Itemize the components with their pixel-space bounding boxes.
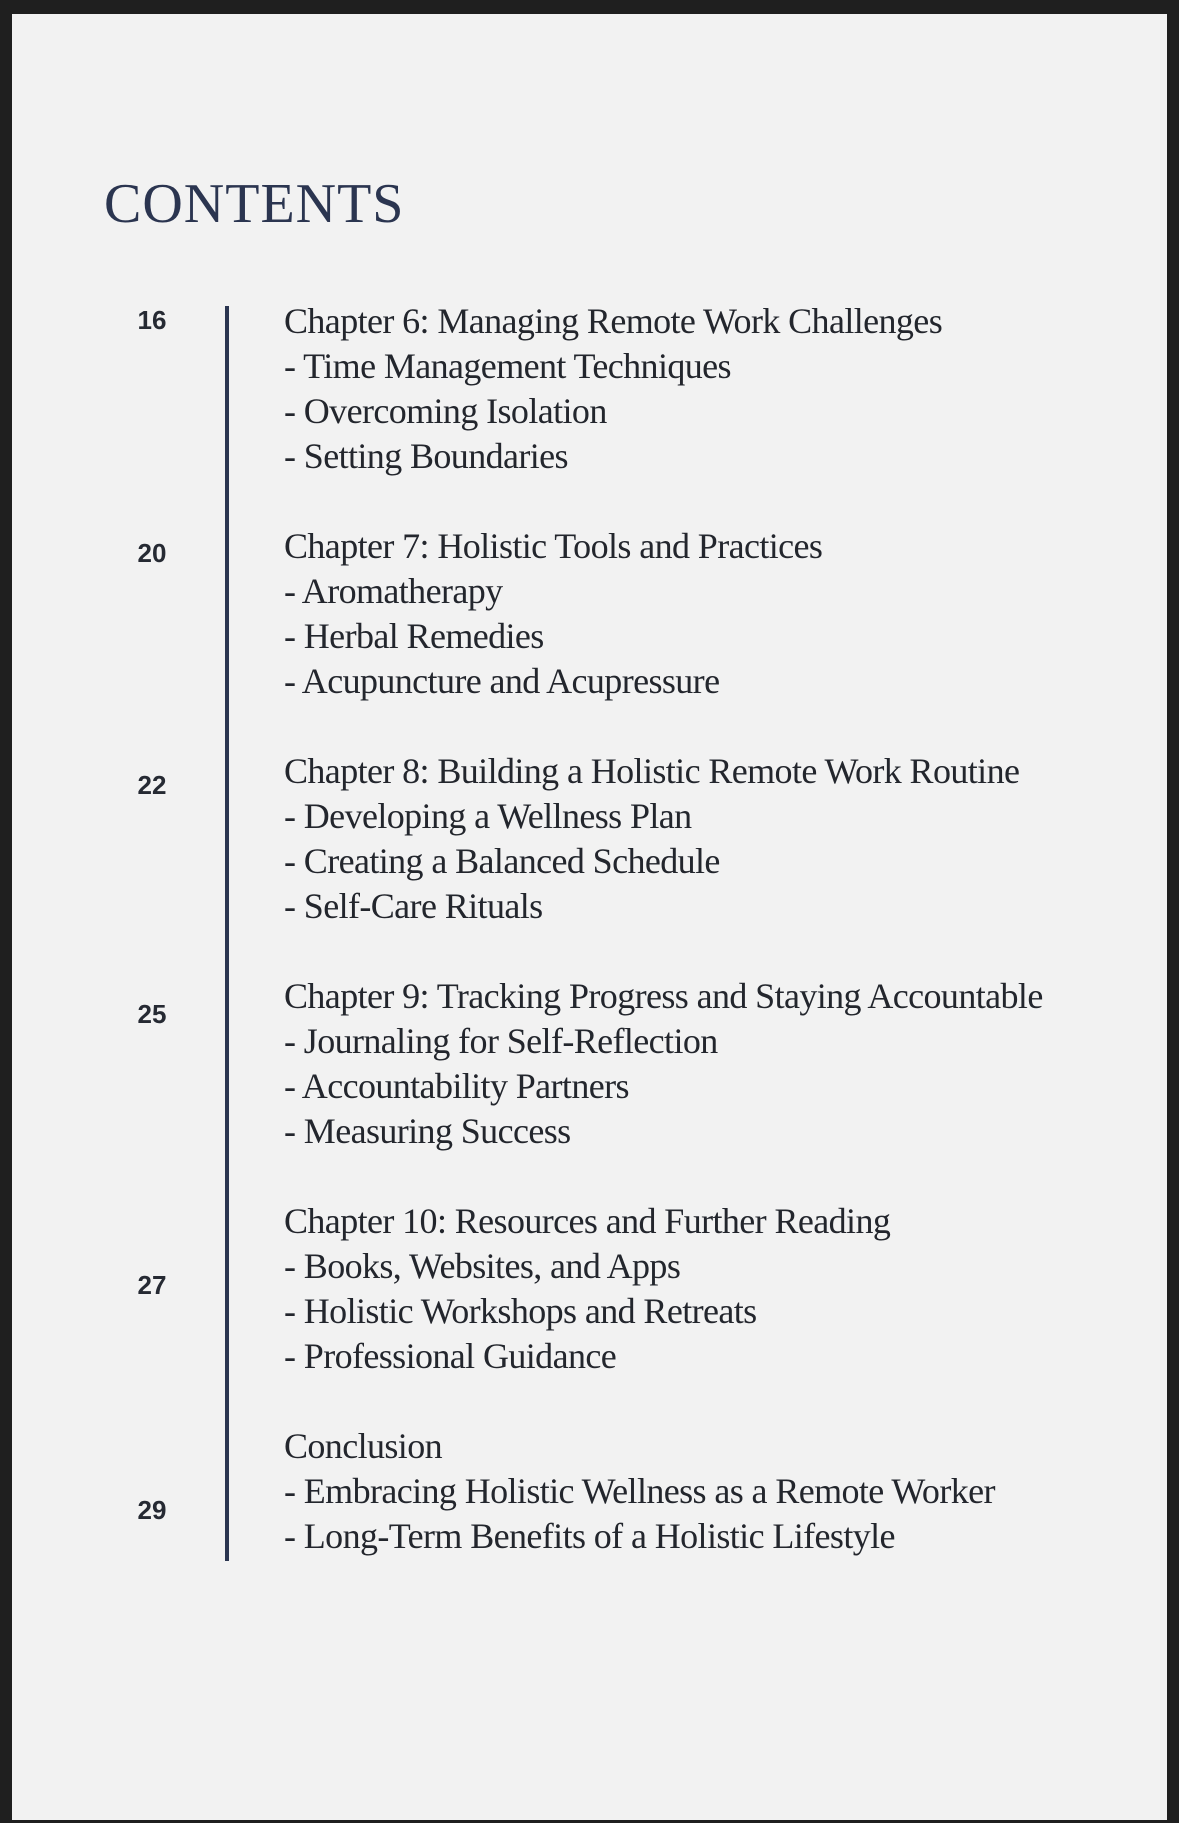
subsection-item: - Time Management Techniques <box>284 346 731 386</box>
vertical-divider <box>225 306 229 1561</box>
toc-entry <box>284 1199 1164 1379</box>
chapter-heading: Chapter 9: Tracking Progress and Staying Accountable <box>284 976 1043 1016</box>
subsection-item: - Holistic Workshops and Retreats <box>284 1291 757 1331</box>
subsection-item: - Accountability Partners <box>284 1066 629 1106</box>
page-number: 29 <box>137 1495 167 1525</box>
page-number: 25 <box>137 999 167 1029</box>
subsection-item: - Overcoming Isolation <box>284 391 607 431</box>
subsection-item: - Journaling for Self-Reflection <box>284 1021 718 1061</box>
subsection-item: - Acupuncture and Acupressure <box>284 661 720 701</box>
toc-entry <box>284 1424 1164 1559</box>
subsection-item: - Professional Guidance <box>284 1336 617 1376</box>
subsection-item: - Developing a Wellness Plan <box>284 796 692 836</box>
page-title: CONTENTS <box>104 173 405 235</box>
subsection-item: - Long-Term Benefits of a Holistic Lifestyle <box>284 1516 895 1556</box>
toc-entry <box>284 524 1164 704</box>
toc-entry <box>284 299 1164 479</box>
page-number: 22 <box>137 770 167 800</box>
subsection-item: - Self-Care Rituals <box>284 886 543 926</box>
toc-entry <box>284 749 1164 929</box>
subsection-item: - Measuring Success <box>284 1111 571 1151</box>
subsection-item: - Setting Boundaries <box>284 436 568 476</box>
chapter-heading: Chapter 8: Building a Holistic Remote Work Routine <box>284 751 1020 791</box>
subsection-item: - Embracing Holistic Wellness as a Remote Worker <box>284 1471 995 1511</box>
page-number: 27 <box>137 1270 167 1300</box>
subsection-item: - Herbal Remedies <box>284 616 544 656</box>
chapter-heading: Chapter 6: Managing Remote Work Challenges <box>284 301 943 341</box>
chapter-heading: Conclusion <box>284 1426 443 1466</box>
subsection-item: - Creating a Balanced Schedule <box>284 841 720 881</box>
subsection-item: - Books, Websites, and Apps <box>284 1246 681 1286</box>
page-number: 20 <box>137 538 167 568</box>
chapter-heading: Chapter 10: Resources and Further Reading <box>284 1201 891 1241</box>
page-number: 16 <box>137 305 167 335</box>
subsection-item: - Aromatherapy <box>284 571 503 611</box>
chapter-heading: Chapter 7: Holistic Tools and Practices <box>284 526 823 566</box>
toc-entry <box>284 974 1164 1154</box>
document-page <box>12 14 1167 1820</box>
